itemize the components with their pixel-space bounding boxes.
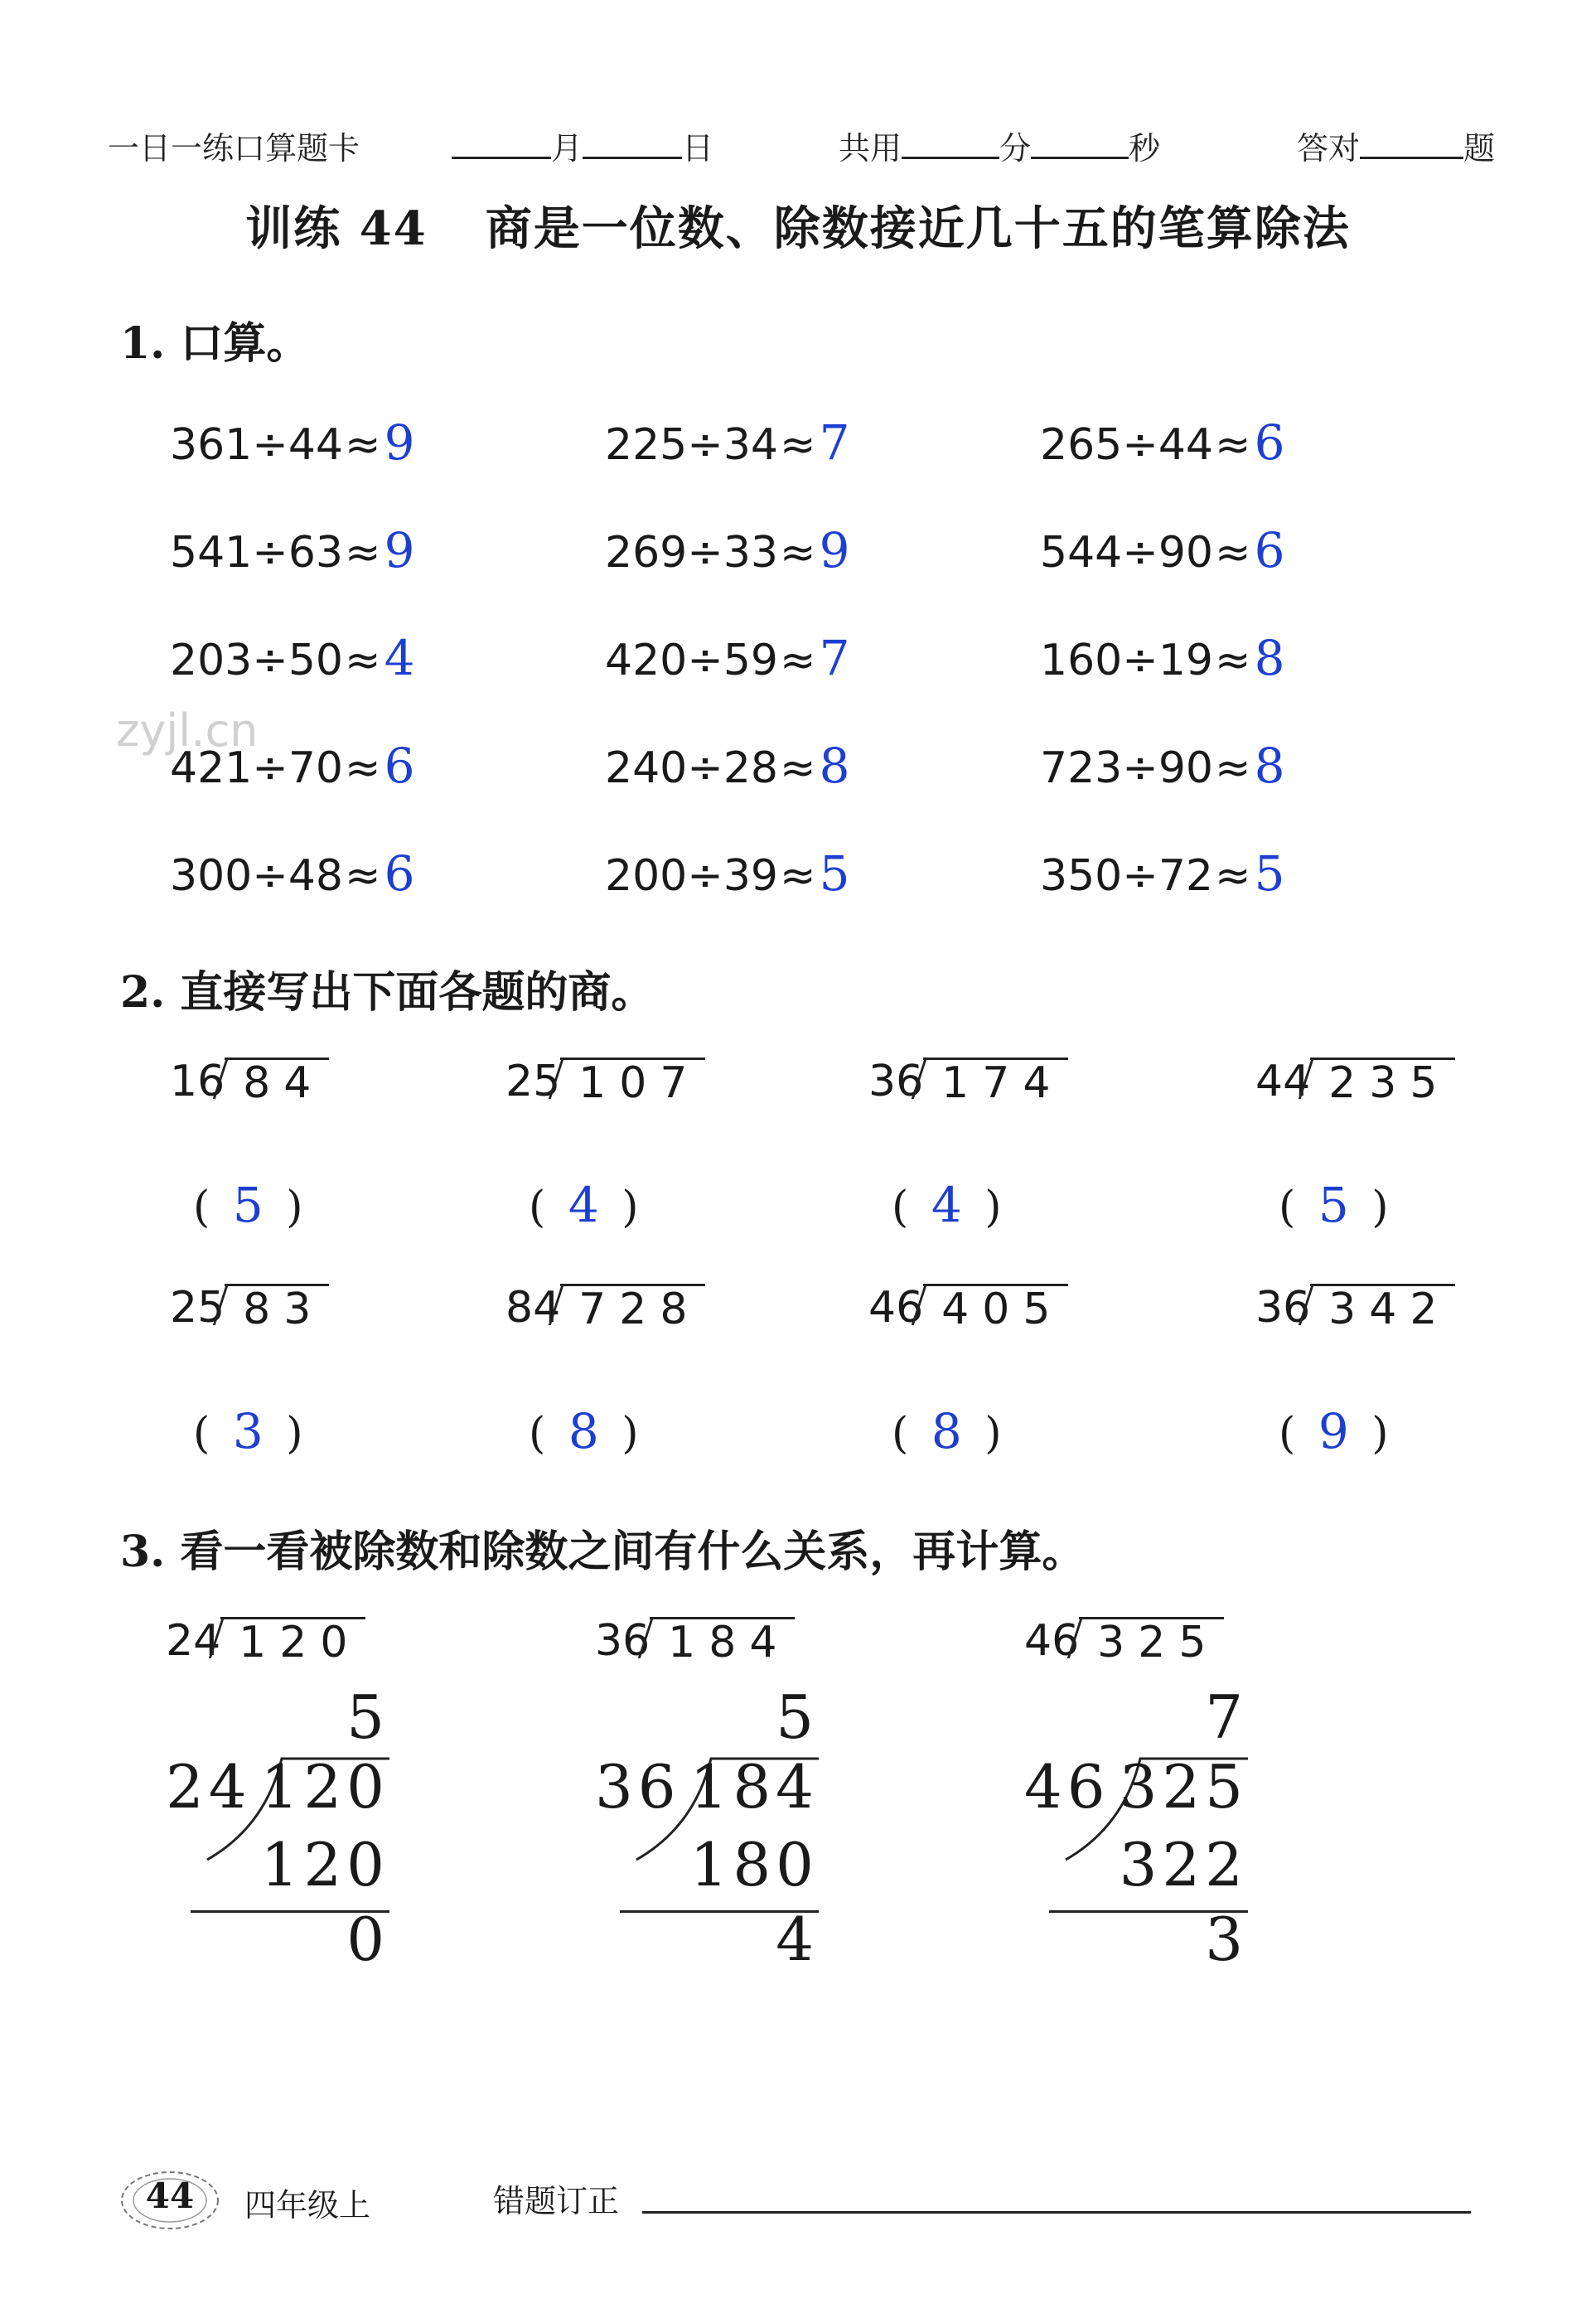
dividend: 325 xyxy=(1079,1617,1224,1666)
answer[interactable]: 9 xyxy=(384,522,415,578)
division-problem xyxy=(166,1616,365,1666)
mental-item xyxy=(170,414,414,471)
quotient-answer xyxy=(193,1177,303,1233)
expression: 544÷90 xyxy=(1040,528,1213,578)
divisor: 24 xyxy=(166,1752,252,1822)
expression: 421÷70 xyxy=(170,743,343,793)
expression: 723÷90 xyxy=(1040,743,1213,793)
answer[interactable]: 5 xyxy=(232,1177,264,1233)
mental-item xyxy=(605,738,849,794)
long-division xyxy=(595,1682,819,1981)
approx-sign: ≈ xyxy=(345,420,381,470)
divisor: 25 xyxy=(170,1283,225,1333)
approx-sign: ≈ xyxy=(345,528,381,578)
divisor: 36 xyxy=(595,1752,681,1822)
minutes-label: 分 xyxy=(999,130,1032,167)
approx-sign: ≈ xyxy=(1215,420,1251,470)
paren-open: ( xyxy=(892,1183,909,1232)
card-title: 一日一练口算题卡 xyxy=(108,130,360,167)
page-number-badge xyxy=(116,2167,224,2233)
remainder: 3 xyxy=(1205,1904,1248,1974)
division-problem xyxy=(505,1057,705,1106)
dividend: 120 xyxy=(260,1752,389,1822)
answer[interactable]: 7 xyxy=(819,414,850,471)
answer[interactable]: 9 xyxy=(819,522,850,578)
correct-label: 答对 xyxy=(1297,130,1361,167)
answer[interactable]: 4 xyxy=(568,1177,599,1233)
mental-item xyxy=(605,630,849,686)
approx-sign: ≈ xyxy=(345,636,381,685)
paren-close: ) xyxy=(286,1409,303,1459)
mental-item xyxy=(605,522,849,578)
quotient-answer xyxy=(892,1403,1002,1459)
dividend: 728 xyxy=(560,1284,705,1333)
division-problem xyxy=(170,1057,329,1106)
total-label: 共用 xyxy=(839,130,902,167)
answer[interactable]: 9 xyxy=(384,414,415,471)
grade-label: 四年级上 xyxy=(244,2187,371,2224)
dividend: 174 xyxy=(923,1057,1068,1106)
quotient-answer xyxy=(529,1403,639,1459)
answer[interactable]: 5 xyxy=(819,845,850,902)
expression: 269÷33 xyxy=(605,528,778,578)
dividend: 83 xyxy=(225,1284,329,1333)
approx-sign: ≈ xyxy=(780,743,816,793)
quotient-answer xyxy=(892,1177,1002,1233)
answer[interactable]: 8 xyxy=(568,1403,599,1459)
day-label: 日 xyxy=(682,130,714,167)
paren-close: ) xyxy=(1371,1183,1389,1232)
answer[interactable]: 6 xyxy=(1254,414,1285,471)
paren-close: ) xyxy=(984,1409,1002,1459)
approx-sign: ≈ xyxy=(345,851,381,901)
division-problem xyxy=(170,1283,329,1333)
expression: 240÷28 xyxy=(605,743,778,793)
answer[interactable]: 6 xyxy=(1254,522,1285,578)
quotient-answer xyxy=(529,1177,639,1233)
paren-open: ( xyxy=(193,1409,210,1459)
dividend: 405 xyxy=(923,1284,1068,1333)
page-number: 44 xyxy=(145,2175,195,2216)
expression: 300÷48 xyxy=(170,851,343,901)
quotient-answer xyxy=(193,1403,303,1459)
expression: 420÷59 xyxy=(605,636,778,685)
divisor: 46 xyxy=(1024,1616,1080,1666)
answer[interactable]: 9 xyxy=(1318,1403,1349,1459)
answer[interactable]: 8 xyxy=(1254,738,1285,794)
dividend: 184 xyxy=(650,1617,795,1666)
remainder: 4 xyxy=(776,1904,819,1974)
section2-heading: 2. 直接写出下面各题的商。 xyxy=(120,967,655,1018)
paren-close: ) xyxy=(621,1183,639,1232)
long-division xyxy=(166,1682,389,1981)
watermark: zyjl.cn xyxy=(116,704,259,757)
day-blank[interactable] xyxy=(583,132,682,159)
dividend: 120 xyxy=(220,1617,365,1666)
mental-item xyxy=(1040,738,1284,794)
mental-item xyxy=(170,845,414,902)
page-title xyxy=(0,192,1596,259)
section1-heading: 1. 口算。 xyxy=(120,318,310,369)
answer[interactable]: 7 xyxy=(819,630,850,686)
seconds-label: 秒 xyxy=(1129,130,1161,167)
paren-open: ( xyxy=(529,1183,546,1232)
quotient: 7 xyxy=(1205,1682,1248,1752)
approx-sign: ≈ xyxy=(1215,528,1251,578)
divisor: 46 xyxy=(1024,1752,1110,1822)
mental-item xyxy=(170,522,414,578)
seconds-blank[interactable] xyxy=(1031,132,1129,159)
correction-line[interactable] xyxy=(642,2211,1471,2214)
division-problem xyxy=(868,1057,1068,1106)
answer[interactable]: 3 xyxy=(232,1403,264,1459)
mental-item xyxy=(170,630,414,686)
dividend: 107 xyxy=(560,1057,705,1106)
divisor: 16 xyxy=(170,1057,225,1106)
mental-item xyxy=(1040,414,1284,471)
divisor: 84 xyxy=(505,1283,561,1333)
month-label: 月 xyxy=(551,130,583,167)
paren-open: ( xyxy=(892,1409,909,1459)
expression: 200÷39 xyxy=(605,851,778,901)
paren-open: ( xyxy=(1279,1409,1296,1459)
mental-item xyxy=(605,845,849,902)
quotient: 5 xyxy=(346,1682,389,1752)
quotient-answer xyxy=(1279,1403,1389,1459)
division-problem xyxy=(505,1283,705,1333)
time-fields xyxy=(839,123,1160,168)
section3-heading: 3. 看一看被除数和除数之间有什么关系，再计算。 xyxy=(120,1527,1086,1577)
correct-blank[interactable] xyxy=(1360,132,1463,159)
quotient: 5 xyxy=(776,1682,819,1752)
paren-open: ( xyxy=(193,1183,210,1232)
approx-sign: ≈ xyxy=(780,528,816,578)
expression: 265÷44 xyxy=(1040,420,1213,470)
long-division xyxy=(1024,1682,1248,1981)
paren-open: ( xyxy=(1279,1183,1296,1232)
divisor: 36 xyxy=(1255,1283,1311,1333)
lesson-number: 训练 44 xyxy=(245,201,428,256)
correction-label: 错题订正 xyxy=(493,2183,620,2219)
paren-close: ) xyxy=(286,1183,303,1232)
lesson-title: 商是一位数、除数接近几十五的笔算除法 xyxy=(485,201,1351,256)
approx-sign: ≈ xyxy=(1215,636,1251,685)
dividend: 184 xyxy=(689,1752,819,1822)
division-problem xyxy=(1255,1057,1455,1106)
answer[interactable]: 5 xyxy=(1254,845,1285,902)
approx-sign: ≈ xyxy=(780,636,816,685)
division-problem xyxy=(1255,1283,1455,1333)
questions-label: 题 xyxy=(1463,130,1496,167)
product: 322 xyxy=(1119,1830,1248,1900)
divisor: 36 xyxy=(595,1616,650,1666)
mental-item xyxy=(1040,845,1284,902)
expression: 350÷72 xyxy=(1040,851,1213,901)
answer[interactable]: 8 xyxy=(931,1403,962,1459)
expression: 361÷44 xyxy=(170,420,343,470)
approx-sign: ≈ xyxy=(780,851,816,901)
approx-sign: ≈ xyxy=(780,420,816,470)
answer[interactable]: 4 xyxy=(384,630,415,686)
expression: 160÷19 xyxy=(1040,636,1213,685)
mental-item xyxy=(1040,522,1284,578)
product: 180 xyxy=(689,1830,819,1900)
answer[interactable]: 8 xyxy=(1254,630,1285,686)
answer[interactable]: 6 xyxy=(384,738,415,794)
approx-sign: ≈ xyxy=(1215,743,1251,793)
month-blank[interactable] xyxy=(452,132,551,159)
paren-close: ) xyxy=(1371,1409,1389,1459)
paren-close: ) xyxy=(621,1409,639,1459)
dividend: 235 xyxy=(1310,1057,1455,1106)
divisor: 36 xyxy=(868,1057,924,1106)
mental-item xyxy=(605,414,849,471)
dividend: 342 xyxy=(1310,1284,1455,1333)
division-problem xyxy=(868,1283,1068,1333)
product: 120 xyxy=(260,1830,389,1900)
score-fields xyxy=(1297,123,1495,168)
answer[interactable]: 8 xyxy=(819,738,850,794)
paren-close: ) xyxy=(984,1183,1002,1232)
dividend: 325 xyxy=(1119,1752,1248,1822)
expression: 203÷50 xyxy=(170,636,343,685)
division-problem xyxy=(1024,1616,1224,1666)
divisor: 46 xyxy=(868,1283,924,1333)
paren-open: ( xyxy=(529,1409,546,1459)
dividend: 84 xyxy=(225,1057,329,1106)
answer[interactable]: 4 xyxy=(931,1177,962,1233)
divisor: 25 xyxy=(505,1057,561,1106)
quotient-answer xyxy=(1279,1177,1389,1233)
remainder: 0 xyxy=(346,1904,389,1974)
divisor: 24 xyxy=(166,1616,221,1666)
divisor: 44 xyxy=(1255,1057,1311,1106)
approx-sign: ≈ xyxy=(1215,851,1251,901)
minutes-blank[interactable] xyxy=(902,132,999,159)
division-problem xyxy=(595,1616,795,1666)
approx-sign: ≈ xyxy=(345,743,381,793)
answer[interactable]: 5 xyxy=(1318,1177,1349,1233)
expression: 225÷34 xyxy=(605,420,778,470)
date-fields xyxy=(452,123,713,168)
expression: 541÷63 xyxy=(170,528,343,578)
answer[interactable]: 6 xyxy=(384,845,415,902)
mental-item xyxy=(1040,630,1284,686)
